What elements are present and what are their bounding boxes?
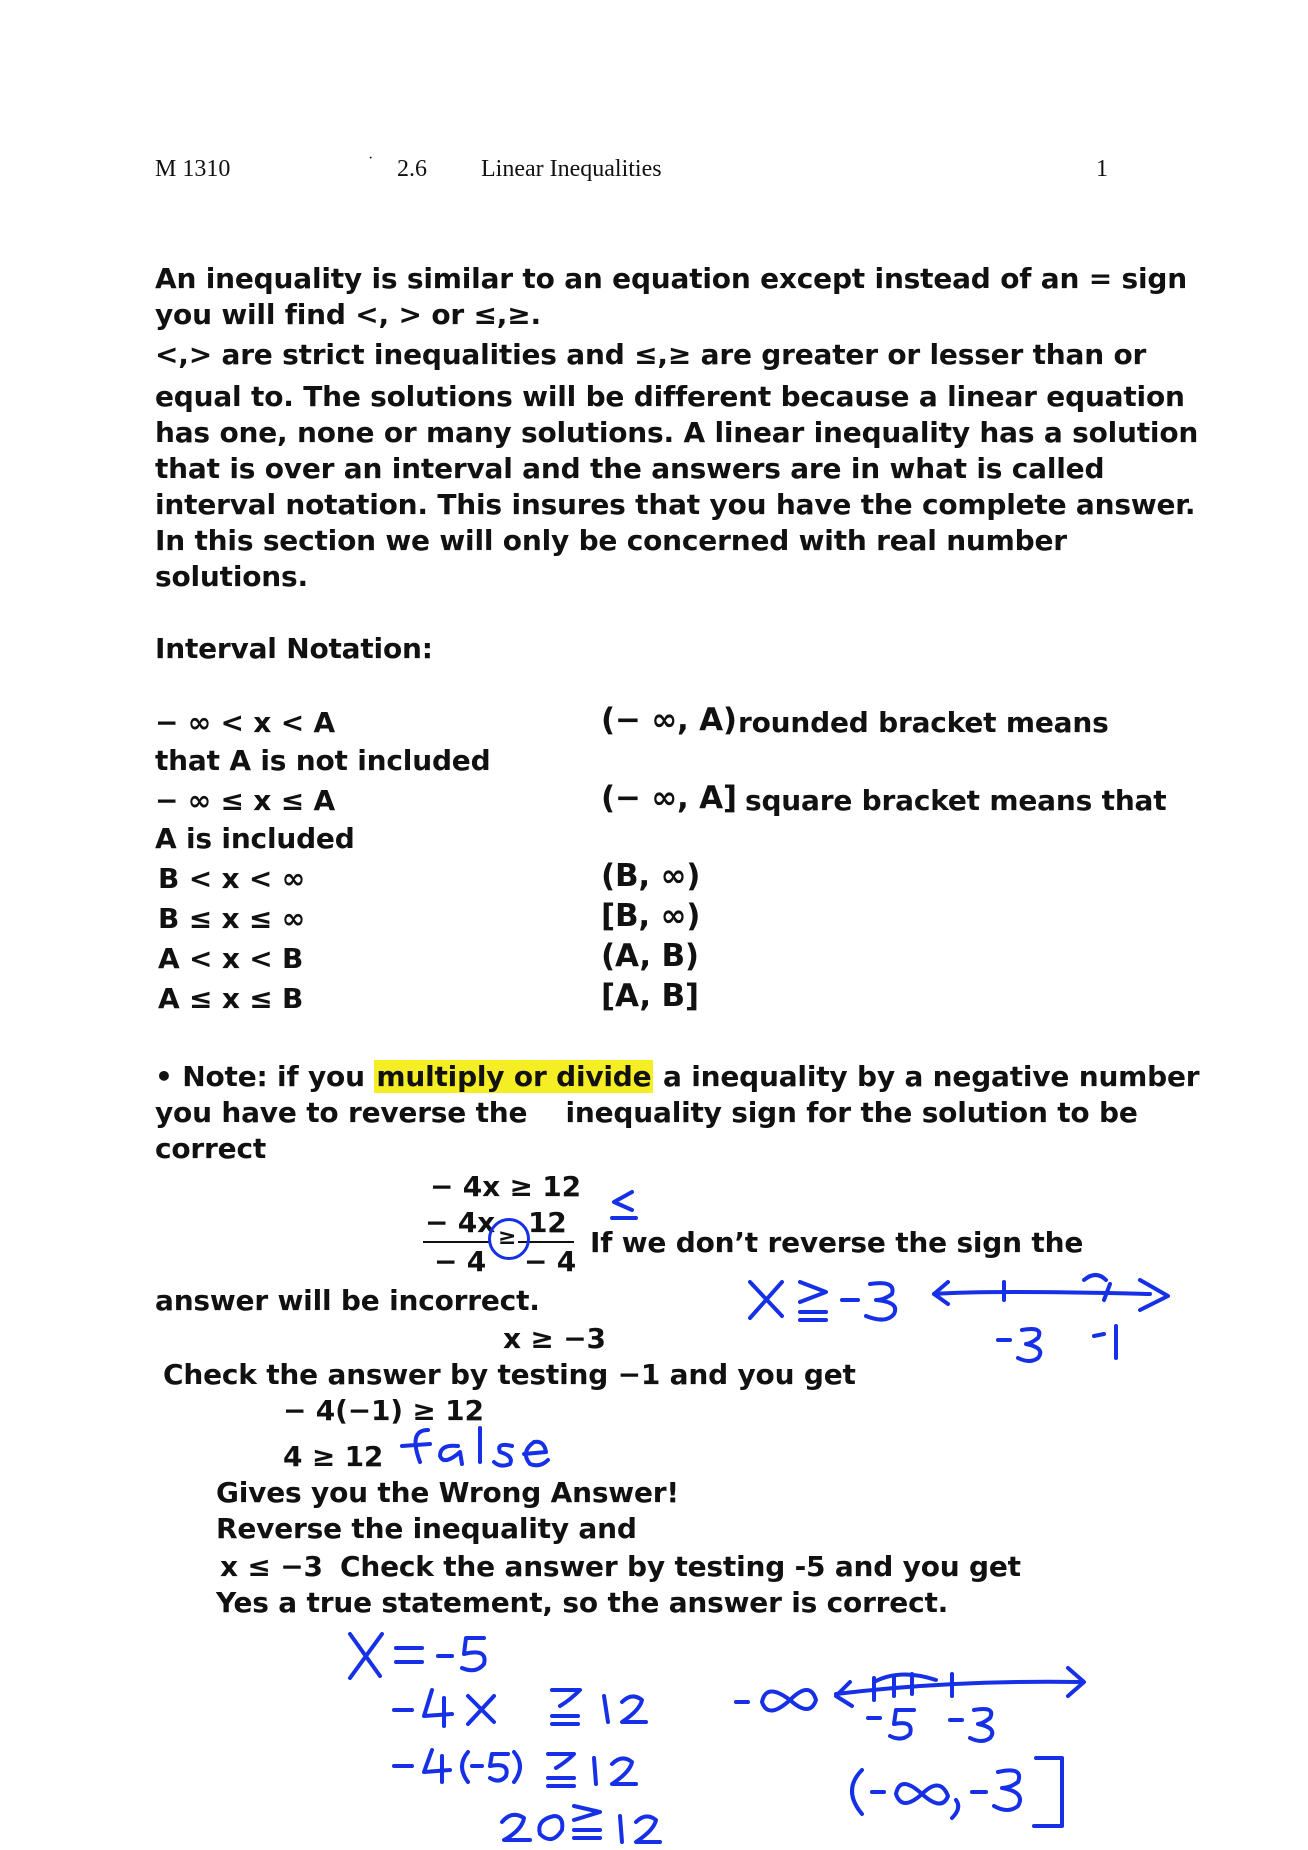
handwritten-work-line-3 [502,1806,660,1842]
interval-inequality: B ≤ x ≤ ∞ [158,902,305,935]
header-dot: · [368,150,374,167]
wrong-answer-text: Gives you the Wrong Answer! [216,1476,679,1509]
example-explanation: If we don’t reverse the sign the [590,1226,1084,1259]
handwritten-work-line-1 [394,1690,646,1726]
course-code: M 1310 [155,156,231,182]
interval-note: rounded bracket means [738,706,1109,739]
handwritten-false [402,1428,548,1466]
example-result: x ≥ −3 [503,1322,606,1355]
handwritten-le-sign [612,1192,636,1218]
highlighted-phrase: multiply or divide [376,1060,652,1093]
reverse-text: Reverse the inequality and [216,1512,637,1545]
section-title: Linear Inequalities [481,156,662,182]
handwritten-interval-answer [852,1758,1062,1826]
intro-line: that is over an interval and the answers are in what is called [155,452,1105,485]
interval-notation: (− ∞, A] [601,780,737,816]
handwritten-x-eq-minus-5 [350,1634,485,1678]
check-result: 4 ≥ 12 [283,1440,384,1473]
inequality-sign: ≥ [498,1225,517,1250]
interval-inequality: B < x < ∞ [158,862,305,895]
intro-line: <,> are strict inequalities and ≤,≥ are greater or lesser than or [155,338,1147,371]
note-line-3: correct [155,1132,267,1165]
correct-check-instruction: Check the answer by testing -5 and you get [340,1550,1021,1583]
handwritten-neg-infinity [736,1690,816,1711]
interval-note-continued: A is included [155,822,355,855]
interval-notation: [A, B] [601,978,699,1014]
interval-notation: (B, ∞) [601,858,701,894]
interval-inequality: − ∞ < x < A [155,706,335,739]
interval-notation: (A, B) [601,938,699,974]
note-line-2: you have to reverse the inequality sign for the solution to be [155,1096,1138,1129]
intro-line: solutions. [155,560,308,593]
bullet: • [155,1060,173,1093]
interval-inequality: A ≤ x ≤ B [158,982,304,1015]
fraction-bar [423,1241,491,1243]
interval-inequality: A < x < B [158,942,304,975]
handwritten-tick-labels-1 [998,1326,1116,1361]
handwritten-tick-labels-2 [868,1709,992,1741]
handwritten-number-line-1 [934,1275,1168,1310]
intro-line: interval notation. This insures that you have the complete answer. [155,488,1196,521]
note-line [155,1060,1199,1093]
intro-line: In this section we will only be concerned with real number [155,524,1067,557]
handwritten-work-line-2 [394,1750,636,1786]
fraction-denominator-right: − 4 [524,1245,577,1278]
check-equation: − 4(−1) ≥ 12 [283,1394,484,1427]
interval-heading: Interval Notation: [155,632,433,665]
fraction-numerator-left: − 4x [425,1206,495,1239]
example-explanation-continued: answer will be incorrect. [155,1284,540,1317]
circled-sign-annotation [488,1218,530,1260]
intro-line: An inequality is similar to an equation except instead of an = sign [155,262,1187,295]
note-prefix: Note: if you [182,1060,365,1093]
interval-inequality: − ∞ ≤ x ≤ A [155,784,335,817]
interval-notation: (− ∞, A) [601,702,737,738]
note-suffix: a inequality by a negative number [662,1060,1200,1093]
interval-notation: [B, ∞) [601,898,701,934]
fraction-numerator-right: 12 [528,1206,567,1239]
handwritten-x-ge-minus-3 [750,1282,895,1320]
handwritten-number-line-2 [836,1668,1084,1706]
section-number: 2.6 [397,156,427,182]
example-equation: − 4x ≥ 12 [430,1170,581,1203]
interval-note-continued: that A is not included [155,744,491,777]
intro-line: you will find <, > or ≤,≥. [155,298,541,331]
interval-note: square bracket means that [745,784,1167,817]
correct-inequality: x ≤ −3 [220,1550,323,1583]
fraction-denominator-left: − 4 [434,1245,487,1278]
intro-line: has one, none or many solutions. A linear inequality has a solution [155,416,1199,449]
conclusion-text: Yes a true statement, so the answer is correct. [216,1586,949,1619]
intro-line: equal to. The solutions will be different because a linear equation [155,380,1185,413]
page-number: 1 [1096,156,1108,182]
check-instruction: Check the answer by testing −1 and you get [163,1358,856,1391]
